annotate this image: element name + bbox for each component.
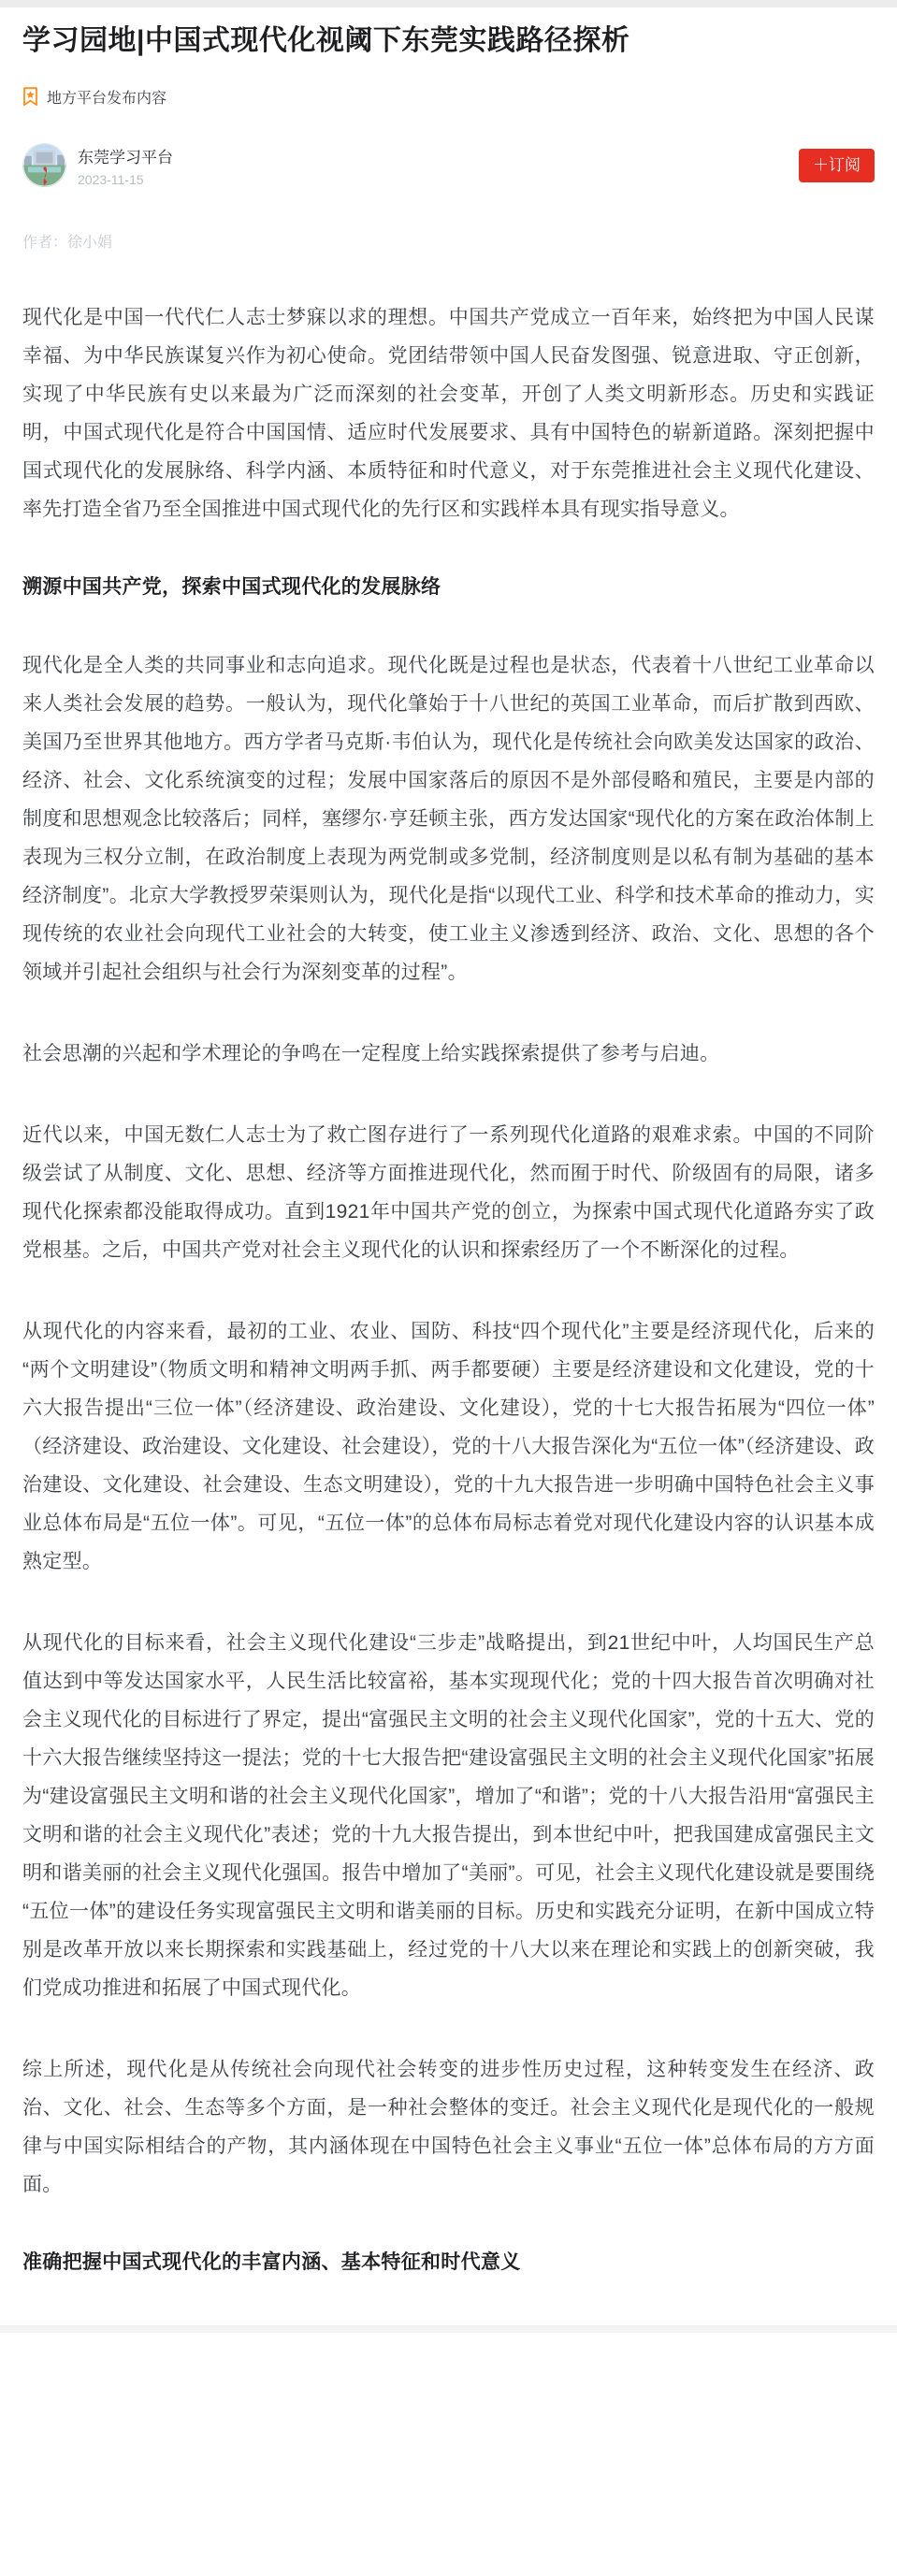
subscribe-button[interactable]: ＋订阅: [799, 149, 875, 182]
section-heading: 溯源中国共产党，探索中国式现代化的发展脉络: [22, 576, 441, 598]
publisher-avatar[interactable]: [22, 143, 66, 187]
article-paragraph: 现代化是中国一代代仁人志士梦寐以求的理想。中国共产党成立一百年来，始终把为中国人民谋幸福、为中华民族谋复兴作为初心使命。党团结带领中国人民奋发图强、锐意进取、守正创新，实现了中华民族有史以来最为广泛而深刻的社会变革，开创了人类文明新形态。历史和实践证明，中国式现代化是符合中国国情、适应时代发展要求、具有中国特色的崭新道路。深刻把握中国式现代化的发展脉络、科学内涵、本质特征和时代意义，对于东莞推进社会主义现代化建设、率先打造全省乃至全国推进中国式现代化的先行区和实践样本具有现实指导意义。: [22, 307, 875, 520]
article-paragraph: 现代化是全人类的共同事业和志向追求。现代化既是过程也是状态，代表着十八世纪工业革命以来人类社会发展的趋势。一般认为，现代化肇始于十八世纪的英国工业革命，而后扩散到西欧、美国乃至世界其他地方。西方学者马克斯·韦伯认为，现代化是传统社会向欧美发达国家的政治、经济、社会、文化系统演变的过程；发展中国家落后的原因不是外部侵略和殖民，主要是内部的制度和思想观念比较落后；同样，塞缪尔·亨廷顿主张，西方发达国家“现代化的方案在政治体制上表现为三权分立制，在政治制度上表现为两党制或多党制，经济制度则是以私有制为基础的基本经济制度”。北京大学教授罗荣渠则认为，现代化是指“以现代工业、科学和技术革命的推动力，实现传统的农业社会向现代工业社会的大转变，使工业主义渗透到经济、政治、文化、思想的各个领域并引起社会组织与社会行为深刻变革的过程”。: [22, 655, 875, 983]
section-heading: 准确把握中国式现代化的丰富内涵、基本特征和时代意义: [22, 2251, 521, 2273]
page-top-divider: [0, 0, 897, 7]
article-paragraph: 综上所述，现代化是从传统社会向现代社会转变的进步性历史过程，这种转变发生在经济、政治、文化、社会、生态等多个方面，是一种社会整体的变迁。社会主义现代化是现代化的一般规律与中国实际相结合的产物，其内涵体现在中国特色社会主义事业“五位一体”总体布局的方方面面。: [22, 2059, 875, 2195]
source-tag-label: 地方平台发布内容: [47, 91, 167, 107]
article-page: [0, 21, 897, 2325]
publisher-meta: [78, 144, 799, 187]
source-tag: [22, 86, 875, 108]
article-paragraph: 社会思潮的兴起和学术理论的争鸣在一定程度上给实践探索提供了参考与启迪。: [22, 1043, 720, 1064]
publisher-name[interactable]: 东莞学习平台: [78, 148, 173, 166]
article-paragraph: 从现代化的目标来看，社会主义现代化建设“三步走”战略提出，到21世纪中叶，人均国民生产总值达到中等发达国家水平，人民生活比较富裕，基本实现现代化；党的十四大报告首次明确对社会主义现代化的目标进行了界定，提出“富强民主文明的社会主义现代化国家”，党的十五大、党的十六大报告继续坚持这一提法；党的十七大报告把“建设富强民主文明的社会主义现代化国家”拓展为“建设富强民主文明和谐的社会主义现代化国家”，增加了“和谐”；党的十八大报告沿用“富强民主文明和谐的社会主义现代化”表述；党的十九大报告提出，到本世纪中叶，把我国建成富强民主文明和谐美丽的社会主义现代化强国。报告中增加了“美丽”。可见，社会主义现代化建设就是要围绕“五位一体”的建设任务实现富强民主文明和谐美丽的目标。历史和实践充分证明，在新中国成立特别是改革开放以来长期探索和实践基础上，经过党的十八大以来在理论和实践上的创新突破，我们党成功推进和拓展了中国式现代化。: [22, 1632, 875, 1999]
article-paragraph: 从现代化的内容来看，最初的工业、农业、国防、科技“四个现代化”主要是经济现代化，后来的“两个文明建设”（物质文明和精神文明两手抓、两手都要硬）主要是经济建设和文化建设，党的十六大报告提出“三位一体”（经济建设、政治建设、文化建设），党的十七大报告拓展为“四位一体”（经济建设、政治建设、文化建设、社会建设），党的十八大报告深化为“五位一体”（经济建设、政治建设、文化建设、社会建设、生态文明建设），党的十九大报告进一步明确中国特色社会主义事业总体布局是“五位一体”。可见，“五位一体”的总体布局标志着党对现代化建设内容的认识基本成熟定型。: [22, 1321, 875, 1572]
article-body: [22, 298, 875, 2325]
bookmark-star-icon: [22, 87, 38, 107]
article-paragraph: 近代以来，中国无数仁人志士为了救亡图存进行了一系列现代化道路的艰难求索。中国的不同阶级尝试了从制度、文化、思想、经济等方面推进现代化，然而囿于时代、阶级固有的局限，诸多现代化探索都没能取得成功。直到1921年中国共产党的创立，为探索中国式现代化道路夯实了政党根基。之后，中国共产党对社会主义现代化的认识和探索经历了一个不断深化的过程。: [22, 1124, 875, 1261]
publisher-row: [22, 143, 875, 187]
page-title: 学习园地|中国式现代化视阈下东莞实践路径探析: [22, 25, 630, 56]
page-bottom-divider: [0, 2325, 897, 2333]
author-byline: 作者：徐小娟: [22, 235, 113, 251]
publish-date: 2023-11-15: [78, 171, 144, 187]
